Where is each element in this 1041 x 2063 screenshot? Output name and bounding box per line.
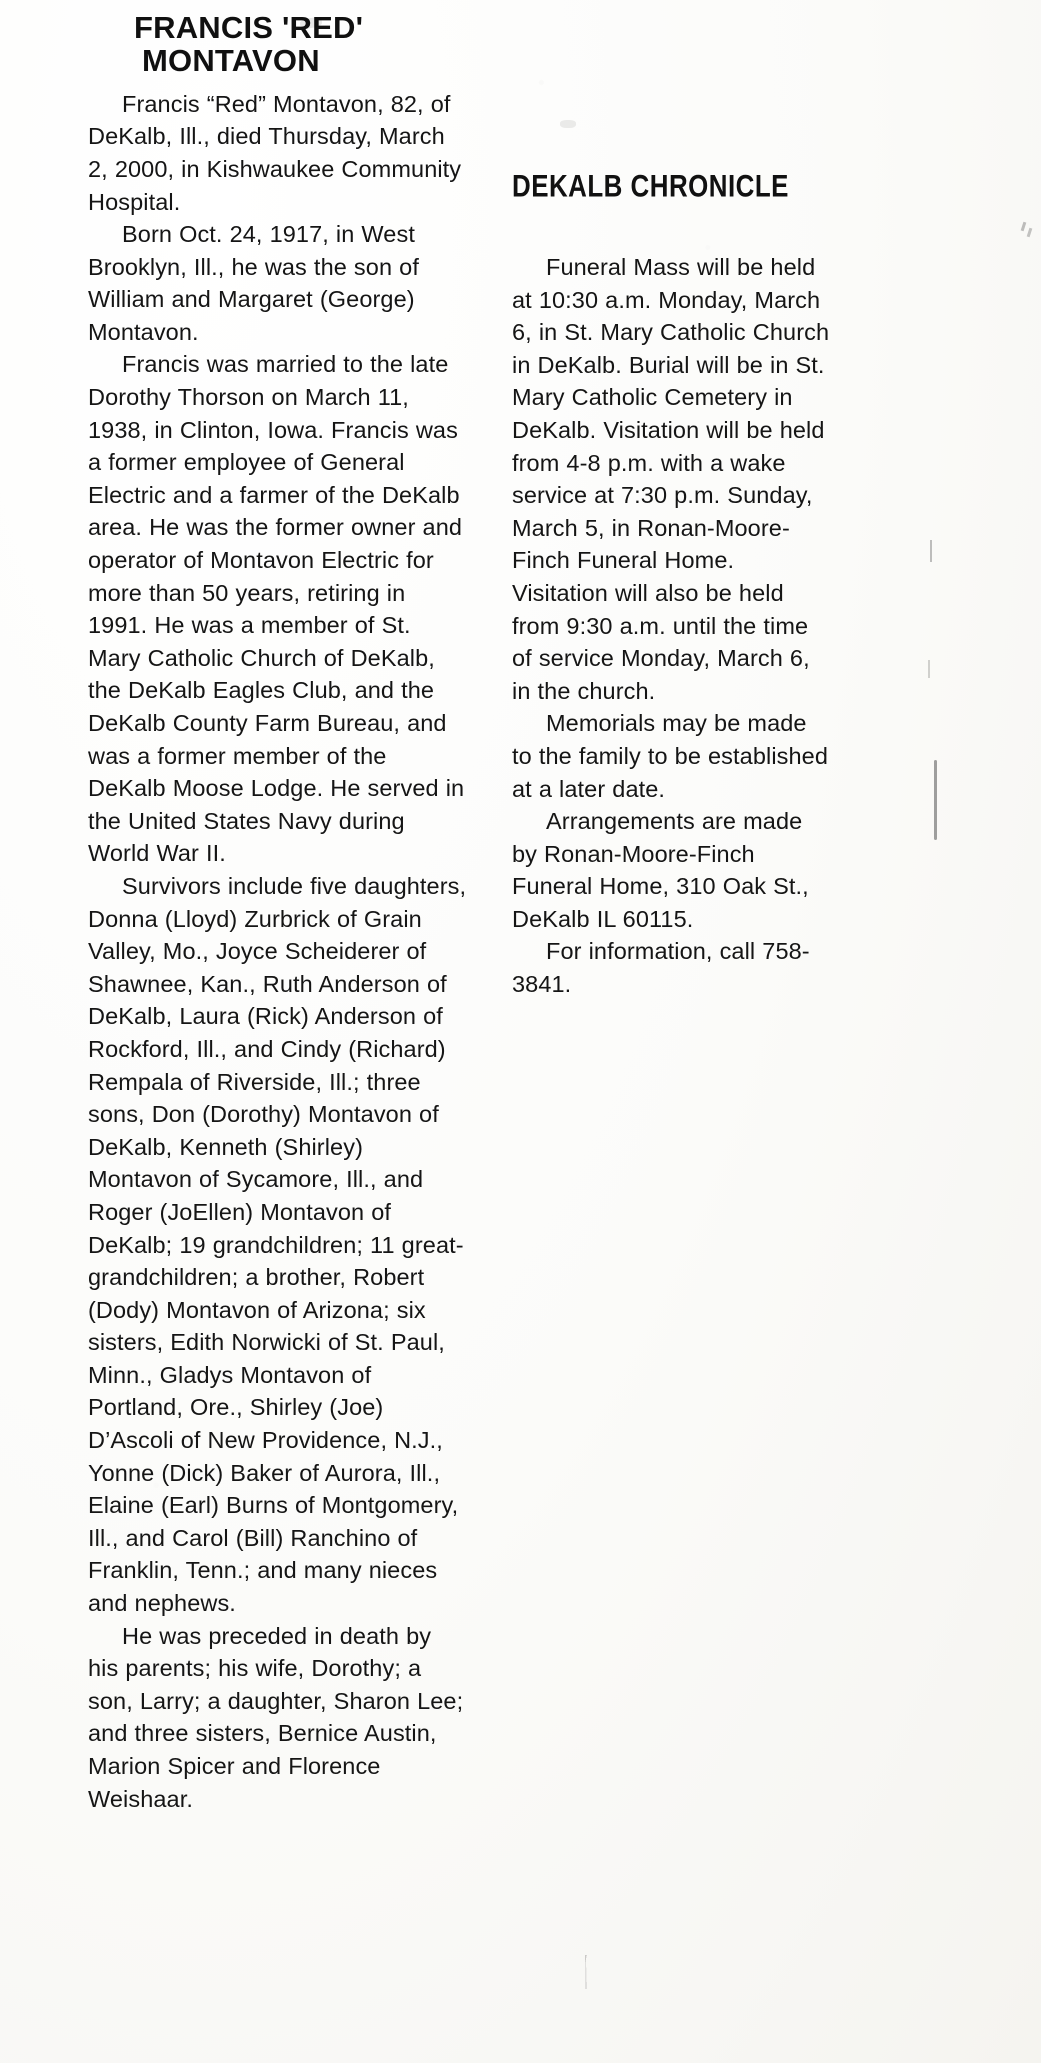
paragraph: Funeral Mass will be held at 10:30 a.m. Monday, March 6, in St. Mary Catholic Church in DeKalb. Burial will be in St. Mary Catholic Cemetery in DeKalb. Visitation will be held from 4-8 p.m. with a wake service at 7:30 p.m. Sunday, March 5, in Ronan-Moore-Finch Funeral Home. Visitation will also be held from 9:30 a.m. until the time of service Monday, March 6, in the church. bbox=[512, 254, 830, 704]
scan-artifact-mark bbox=[934, 760, 937, 840]
headline-line-2: MONTAVON bbox=[142, 42, 320, 78]
paragraph: Arrangements are made by Ronan-Moore-Finch Funeral Home, 310 Oak St., DeKalb IL 60115. bbox=[512, 808, 809, 932]
paragraph: Born Oct. 24, 1917, in West Brooklyn, Ill., he was the son of William and Margaret (George) Montavon. bbox=[88, 221, 419, 345]
scan-artifact-mark bbox=[1021, 222, 1027, 231]
paragraph: For information, call 758-3841. bbox=[512, 938, 810, 998]
paragraph: Memorials may be made to the family to be established at a later date. bbox=[512, 710, 829, 802]
left-column bbox=[88, 12, 468, 1815]
scan-artifact-mark bbox=[930, 540, 932, 562]
paragraph: Francis was married to the late Dorothy Thorson on March 11, 1938, in Clinton, Iowa. Francis was a former employee of General Electric and a farmer of the DeKalb area. He was the former owner and operator of Montavon Electric for more than 50 years, retiring in 1991. He was a member of St. Mary Catholic Church of DeKalb, the DeKalb Eagles Club, and the DeKalb County Farm Bureau, and was a former member of the DeKalb Moose Lodge. He served in the United States Navy during World War II. bbox=[88, 351, 465, 867]
paragraph: He was preceded in death by his parents; his wife, Dorothy; a son, Larry; a daughter, Sharon Lee; and three sisters, Bernice Austin, Marion Spicer and Florence Weishaar. bbox=[88, 1622, 464, 1812]
paragraph: Survivors include five daughters, Donna (Lloyd) Zurbrick of Grain Valley, Mo., Joyce Scheiderer of Shawnee, Kan., Ruth Anderson of DeKalb, Laura (Rick) Anderson of Rockford, Ill., and Cindy (Richard) Rempala of Riverside, Ill.; three sons, Don (Dorothy) Montavon of DeKalb, Kenneth (Shirley) Montavon of Sycamore, Ill., and Roger (JoEllen) Montavon of DeKalb; 19 grandchildren; 11 great-grandchildren; a brother, Robert (Dody) Montavon of Arizona; six sisters, Edith Norwicki of St. Paul, Minn., Gladys Montavon of Portland, Ore., Shirley (Joe) D’Ascoli of New Providence, N.J., Yonne (Dick) Baker of Aurora, Ill., Elaine (Earl) Burns of Montgomery, Ill., and Carol (Bill) Ranchino of Franklin, Tenn.; and many nieces and nephews. bbox=[88, 872, 467, 1617]
right-column bbox=[512, 168, 832, 1001]
scan-artifact-smudge bbox=[585, 1955, 625, 1989]
masthead: DEKALB CHRONICLE bbox=[512, 168, 789, 204]
paragraph: Francis “Red” Montavon, 82, of DeKalb, Ill., died Thursday, March 2, 2000, in Kishwaukee Community Hospital. bbox=[88, 90, 462, 215]
page-title bbox=[88, 12, 468, 78]
left-column-body bbox=[88, 88, 468, 1815]
headline-line-1: FRANCIS 'RED' bbox=[134, 10, 364, 45]
scan-artifact-mark bbox=[1027, 228, 1033, 237]
right-column-body bbox=[512, 251, 832, 1001]
scan-artifact-smudge bbox=[560, 120, 576, 128]
scan-artifact-mark bbox=[928, 660, 930, 678]
